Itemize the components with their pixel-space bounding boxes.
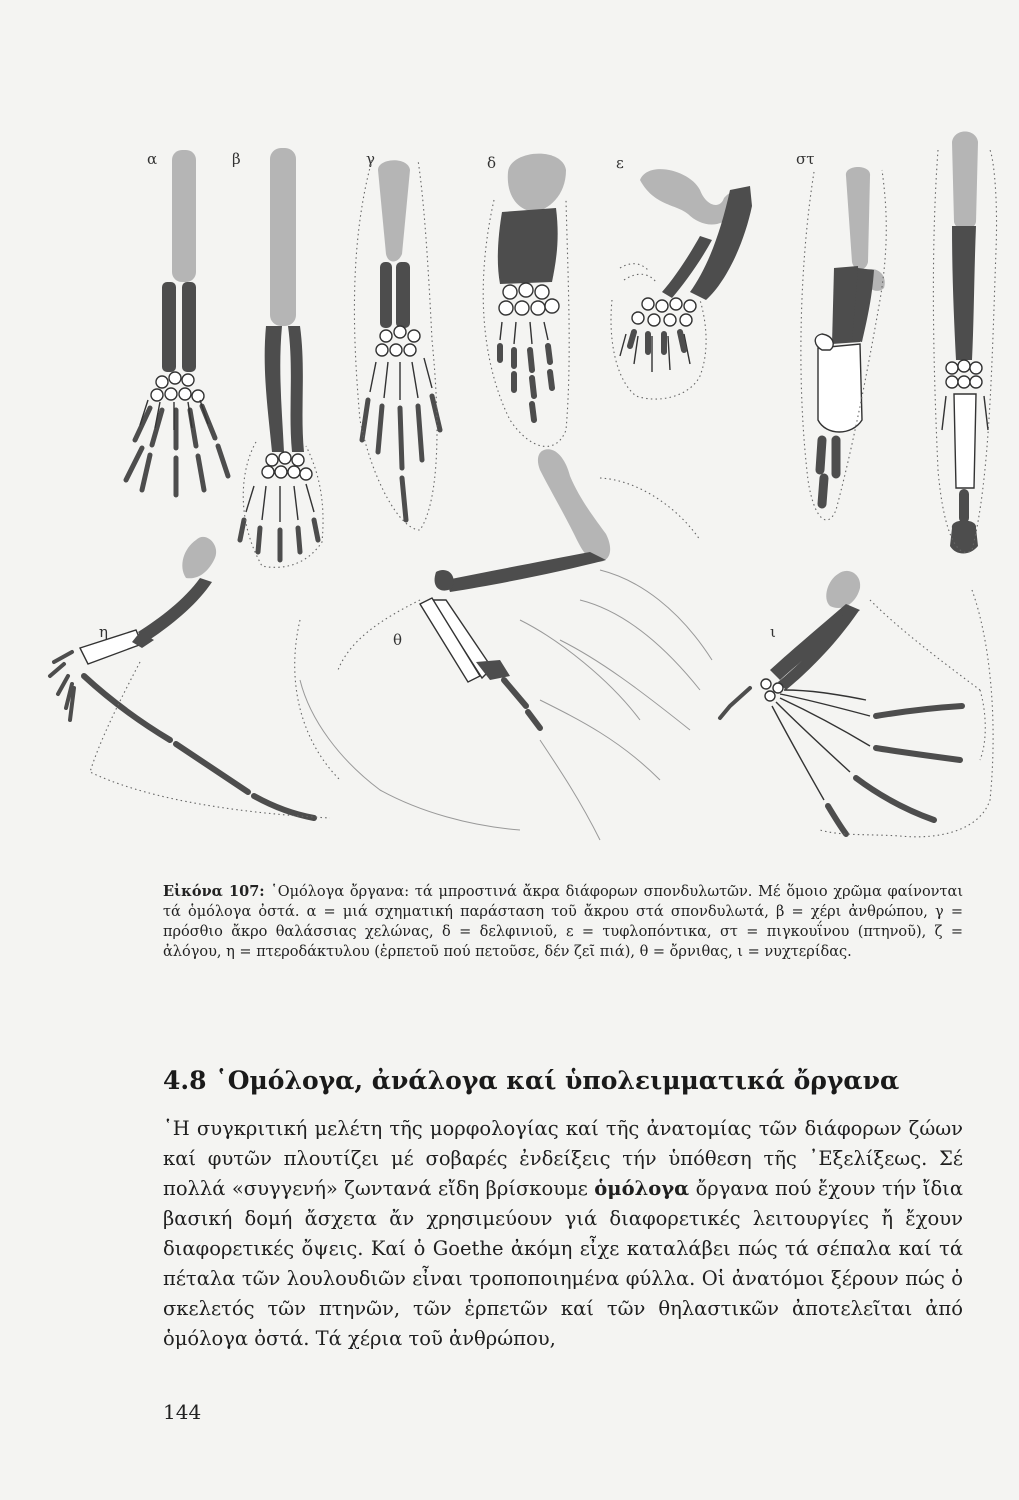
label-iota: ι bbox=[770, 623, 776, 641]
body-paragraph bbox=[163, 1114, 963, 1354]
label-delta: δ bbox=[487, 154, 497, 172]
label-alpha: α bbox=[147, 150, 158, 168]
page-number: 144 bbox=[163, 1400, 202, 1424]
label-beta: β bbox=[232, 150, 241, 168]
limb-eta-pterodactyl bbox=[50, 537, 330, 818]
caption-text: ῾Ομόλογα ὄργανα: τά μπροστινά ἄκρα διάφορων σπονδυλωτῶν. Μέ ὅμοιο χρῶμα φαίνονται τά ὁμόλογα ὀστά. α = μιά σχηματική παράσταση τοῦ ἄκρου στά σπονδυλωτά, β = χέρι ἀνθρώπου, γ = πρόσθιο ἄκρο θαλάσσιας χελώνας, δ = δελφινιοῦ, ε = τυφλοπόντικα, στ = πιγκουΐνου (πτηνοῦ), ζ = ἀλόγου, η = πτεροδάκτυλου (ἑρπετοῦ πού πετοῦσε, δέν ζεῖ πιά), θ = ὄρνιθας, ι = νυχτερίδας. bbox=[163, 884, 963, 960]
limb-theta-bird bbox=[295, 449, 712, 840]
figure-caption bbox=[163, 882, 963, 962]
section-heading: 4.8 ῾Ομόλογα, ἀνάλογα καί ὑπολειμματικά ὄργανα bbox=[163, 1066, 900, 1095]
body-bold-term: ὁμόλογα bbox=[594, 1177, 690, 1200]
label-st: στ bbox=[796, 150, 815, 168]
label-epsilon: ε bbox=[616, 154, 624, 172]
limb-delta-dolphin bbox=[483, 154, 569, 447]
body-text-part2: ὄργανα πού ἔχουν τήν ἴδια βασική δομή ἄσχετα ἄν χρησιμεύουν γιά διαφορετικές λειτουργίες ἤ ἔχουν διαφορετικές ὄψεις. Καί ὁ Goethe ἀκόμη εἶχε καταλάβει πώς τά σέπαλα καί τά πέταλα τῶν λουλουδιῶν εἶναι τροποποιημένα φύλλα. Οἱ ἀνατόμοι ξέρουν πώς ὁ σκελετός τῶν πτηνῶν, τῶν ἑρπετῶν καί τῶν θηλαστικῶν ἀποτελεῖται ἀπό ὁμόλογα ὀστά. Τά χέρια τοῦ ἀνθρώπου, bbox=[163, 1177, 963, 1350]
limb-st-penguin bbox=[796, 150, 886, 520]
limb-zeta-horse bbox=[933, 132, 996, 554]
caption-label: Εἰκόνα 107: bbox=[163, 883, 265, 900]
limb-epsilon-mole bbox=[611, 154, 752, 399]
label-gamma: γ bbox=[366, 150, 375, 168]
limb-iota-bat bbox=[720, 571, 993, 837]
label-theta: θ bbox=[393, 631, 403, 649]
limb-gamma-turtle bbox=[354, 150, 440, 530]
body-text-part1: ῾Η συγκριτική μελέτη τῆς μορφολογίας καί τῆς ἀνατομίας τῶν διάφορων ζώων καί φυτῶν πλουτίζει μέ σοβαρές ἐνδείξεις τήν ὑπόθεση τῆς ᾿Εξελίξεως. Σέ πολλά «συγγενή» ζωντανά εἴδη βρίσκουμε bbox=[163, 1117, 963, 1200]
limb-alpha-schematic bbox=[126, 150, 228, 495]
label-eta: η bbox=[99, 623, 108, 641]
limb-beta-human bbox=[232, 148, 323, 567]
